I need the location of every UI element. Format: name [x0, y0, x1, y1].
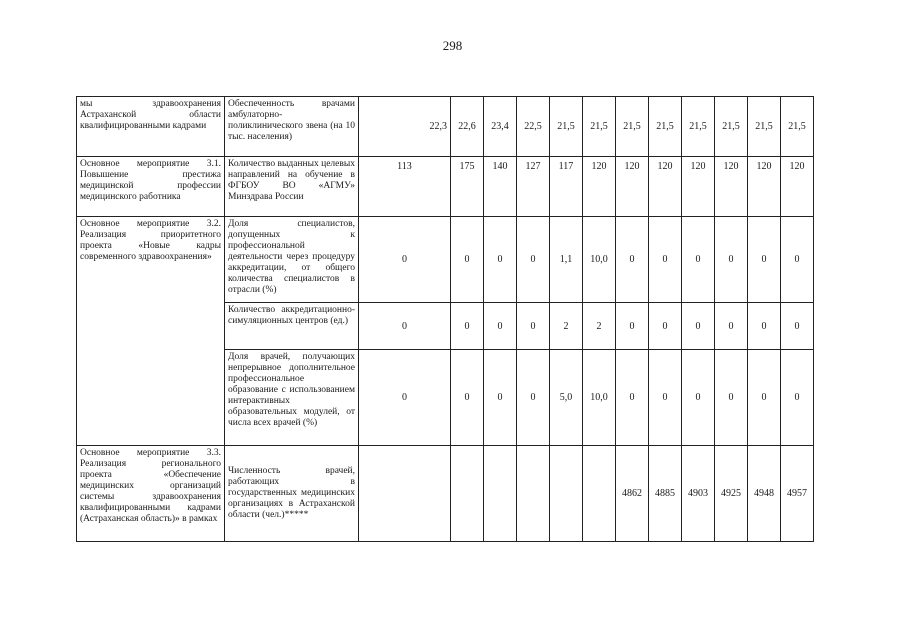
table-row	[77, 446, 814, 542]
value-cell: 0	[682, 350, 715, 446]
value-cell: 0	[715, 350, 748, 446]
value-cell: 4957	[781, 446, 814, 542]
value-cell: 127	[517, 157, 550, 217]
value-cell: 175	[451, 157, 484, 217]
value-cell: 0	[616, 350, 649, 446]
value-cell: 0	[781, 217, 814, 303]
value-cell: 0	[517, 217, 550, 303]
table-row	[77, 217, 814, 303]
value-cell: 0	[484, 217, 517, 303]
value-cell: 21,5	[550, 97, 583, 157]
value-cell: 21,5	[682, 97, 715, 157]
value-cell: 22,5	[517, 97, 550, 157]
value-cell: 0	[616, 303, 649, 350]
value-cell: 0	[781, 303, 814, 350]
value-cell	[359, 446, 451, 542]
activity-cell: Основное мероприятие 3.1. Повышение престижа медицинской профессии медицинского работника	[77, 157, 225, 217]
value-cell: 21,5	[583, 97, 616, 157]
table-row	[77, 97, 814, 157]
value-cell: 120	[616, 157, 649, 217]
value-cell: 0	[682, 303, 715, 350]
value-cell: 21,5	[616, 97, 649, 157]
value-cell: 21,5	[781, 97, 814, 157]
value-cell: 120	[748, 157, 781, 217]
value-cell: 0	[451, 217, 484, 303]
value-cell: 120	[781, 157, 814, 217]
value-cell: 0	[359, 217, 451, 303]
value-cell: 120	[583, 157, 616, 217]
value-cell: 4885	[649, 446, 682, 542]
value-cell: 21,5	[649, 97, 682, 157]
value-cell: 0	[484, 303, 517, 350]
value-cell: 120	[682, 157, 715, 217]
value-cell: 5,0	[550, 350, 583, 446]
value-cell	[484, 446, 517, 542]
value-cell: 0	[649, 350, 682, 446]
value-cell: 0	[616, 217, 649, 303]
value-cell: 4925	[715, 446, 748, 542]
page-number: 298	[442, 38, 463, 53]
indicator-cell: Количество аккредитационно-симуляционных центров (ед.)	[225, 303, 359, 350]
value-cell: 1,1	[550, 217, 583, 303]
activity-cell: Основное мероприятие 3.3. Реализация регионального проекта «Обеспечение медицинских организаций системы здравоохранения квалифицированными кадрами (Астраханская область)» в рамках	[77, 446, 225, 542]
indicators-table	[76, 96, 814, 542]
value-cell: 120	[715, 157, 748, 217]
value-cell: 113	[359, 157, 451, 217]
value-cell: 0	[748, 350, 781, 446]
indicator-cell: Количество выданных целевых направлений на обучение в ФГБОУ ВО «АГМУ» Минздрава России	[225, 157, 359, 217]
value-cell: 0	[649, 217, 682, 303]
value-cell: 4903	[682, 446, 715, 542]
value-cell	[550, 446, 583, 542]
value-cell: 22,3	[359, 97, 451, 157]
value-cell: 0	[649, 303, 682, 350]
value-cell: 0	[451, 350, 484, 446]
value-cell: 2	[583, 303, 616, 350]
value-cell: 4862	[616, 446, 649, 542]
value-cell: 0	[517, 350, 550, 446]
value-cell: 22,6	[451, 97, 484, 157]
value-cell: 0	[682, 217, 715, 303]
value-cell: 140	[484, 157, 517, 217]
indicator-cell: Доля врачей, получающих непрерывное дополнительное профессиональное образование с использованием интерактивных образовательных модулей, от числа всех врачей (%)	[225, 350, 359, 446]
value-cell: 117	[550, 157, 583, 217]
value-cell: 21,5	[748, 97, 781, 157]
value-cell	[583, 446, 616, 542]
value-cell: 10,0	[583, 217, 616, 303]
value-cell	[451, 446, 484, 542]
value-cell: 2	[550, 303, 583, 350]
indicator-cell: Доля специалистов, допущенных к профессиональной деятельности через процедуру аккредитации, от общего количества специалистов в отрасли (%)	[225, 217, 359, 303]
value-cell: 0	[748, 303, 781, 350]
value-cell: 0	[359, 350, 451, 446]
value-cell: 0	[517, 303, 550, 350]
table-row	[77, 157, 814, 217]
value-cell: 21,5	[715, 97, 748, 157]
value-cell: 0	[715, 217, 748, 303]
activity-cell: Основное мероприятие 3.2. Реализация приоритетного проекта «Новые кадры современного здравоохранения»	[77, 217, 225, 446]
value-cell	[517, 446, 550, 542]
value-cell: 0	[781, 350, 814, 446]
value-cell: 0	[451, 303, 484, 350]
value-cell: 0	[484, 350, 517, 446]
value-cell: 0	[359, 303, 451, 350]
value-cell: 0	[748, 217, 781, 303]
value-cell: 120	[649, 157, 682, 217]
indicator-cell: Обеспеченность врачами амбулаторно-поликлинического звена (на 10 тыс. населения)	[225, 97, 359, 157]
value-cell: 4948	[748, 446, 781, 542]
value-cell: 10,0	[583, 350, 616, 446]
indicator-cell: Численность врачей, работающих в государственных медицинских организациях в Астраханской области (чел.)*****	[225, 446, 359, 542]
activity-cell: мы здравоохранения Астраханской области квалифицированными кадрами	[77, 97, 225, 157]
value-cell: 0	[715, 303, 748, 350]
value-cell: 23,4	[484, 97, 517, 157]
